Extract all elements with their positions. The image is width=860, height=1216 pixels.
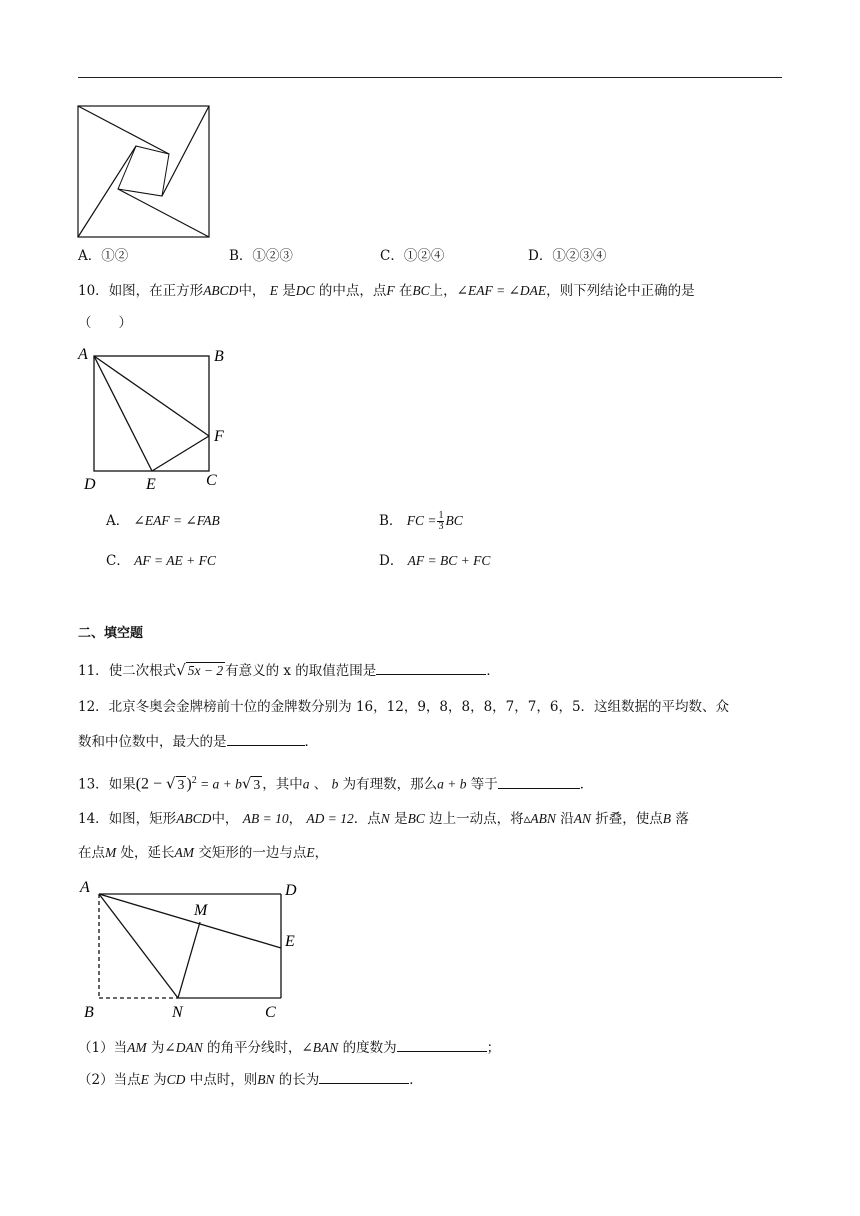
q13-answer-blank[interactable] <box>498 774 580 789</box>
q14-line1: 14．如图，矩形ABCD中， AB = 10， AD = 12．点N 是BC 边上一动点，将▵ABN 沿AN 折叠，使点B 落 <box>78 811 689 827</box>
q14-line2: 在点M 处，延长AM 交矩形的一边与点E， <box>78 845 329 861</box>
label-n: N <box>172 1004 183 1021</box>
header-rule <box>78 77 782 78</box>
q14-sub1: （1）当AM 为∠DAN 的角平分线时，∠BAN 的度数为 ； <box>78 1037 500 1058</box>
square-abcd <box>94 356 209 471</box>
q9-figure <box>76 104 212 240</box>
label-a: A <box>78 346 88 363</box>
outer-square <box>78 106 209 237</box>
q14-sub2: （2）当点E 为CD 中点时，则BN 的长为 ． <box>78 1069 423 1090</box>
label-a: A <box>80 879 90 896</box>
label-m: M <box>194 902 208 919</box>
q10-option-b: B． FC = $\frac{1}{3}$ BC <box>379 510 463 532</box>
label-d: D <box>285 882 297 899</box>
label-c: C <box>206 472 217 489</box>
label-b: B <box>214 348 224 365</box>
q9-option-b: B．①②③ <box>229 248 293 264</box>
q10-figure <box>76 342 236 494</box>
q10-option-c: C． AF = AE + FC <box>106 553 216 569</box>
section-title-fill-blank: 二、填空题 <box>78 626 144 641</box>
q10-stem: 10．如图，在正方形ABCD中， E 是DC 的中点，点F 在BC上，∠EAF = ∠DAE，则下列结论中正确的是 <box>78 283 695 299</box>
label-b: B <box>84 1004 94 1021</box>
label-e: E <box>285 933 295 950</box>
q12-line1: 12．北京冬奥会金牌榜前十位的金牌数分别为 16，12，9，8，8，8，7，7，6，5．这组数据的平均数、众 <box>78 699 730 715</box>
q11-stem: 11．使二次根式√ 5x − 2 有意义的 x 的取值范围是 ． <box>78 661 500 679</box>
q10-option-a: A． ∠EAF = ∠FAB <box>106 513 220 529</box>
label-e: E <box>146 476 156 493</box>
q9-option-d: D．①②③④ <box>528 248 607 264</box>
label-f: F <box>214 428 224 445</box>
q12-answer-blank[interactable] <box>227 731 305 746</box>
label-d: D <box>84 476 96 493</box>
q9-option-a: A．①② <box>78 248 129 264</box>
q14-sub2-answer-blank[interactable] <box>319 1069 409 1084</box>
q13-stem: 13．如果(2 − √ 3 )$^2$ = a + b√ 3 ，其中a 、 b 为有理数，那么a + b 等于 ． <box>78 774 594 793</box>
q9-option-c: C．①②④ <box>380 248 445 264</box>
q10-answer-paren: （ ） <box>78 315 132 331</box>
q14-figure <box>76 874 316 1024</box>
q14-sub1-answer-blank[interactable] <box>397 1037 487 1052</box>
inner-square <box>118 146 169 196</box>
label-c: C <box>265 1004 276 1021</box>
q11-answer-blank[interactable] <box>376 660 486 675</box>
q10-option-d: D． AF = BC + FC <box>379 553 491 569</box>
q12-line2: 数和中位数中，最大的是 ． <box>78 731 318 752</box>
